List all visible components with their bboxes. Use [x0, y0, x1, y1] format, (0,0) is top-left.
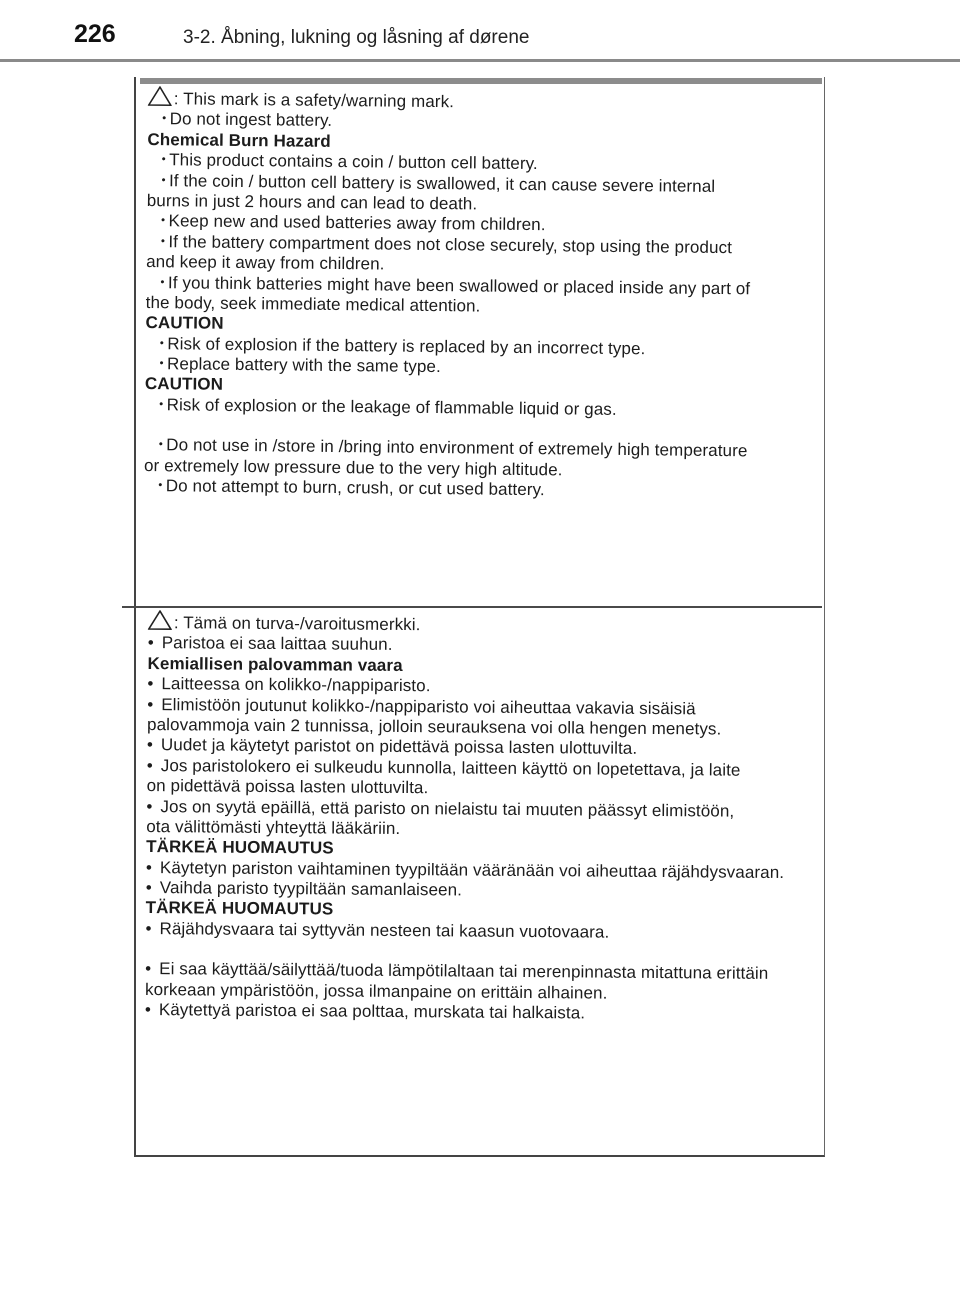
warning-mark-text: : Tämä on turva-/varoitusmerkki.: [173, 613, 421, 635]
warning-mark-text: : This mark is a safety/warning mark.: [173, 89, 455, 112]
list-item: ・Do not attempt to burn, crush, or cut used battery.: [151, 476, 545, 500]
list-item: • Käytetyn pariston vaihtaminen tyypiltään vääränään voi aiheuttaa räjähdysvaaran.: [145, 857, 785, 882]
list-item: ・This product contains a coin / button cell battery.: [155, 150, 538, 174]
list-item-continuation: or extremely low pressure due to the very high altitude.: [143, 455, 563, 480]
list-item: • Räjähdysvaara tai syttyvän nesteen tai kaasun vuotovaara.: [145, 918, 610, 942]
list-item-continuation: korkeaan ympäristöön, jossa ilmanpaine on erittäin alhainen.: [144, 979, 608, 1003]
finnish-warning-section: [145, 610, 808, 1026]
list-item: • Uudet ja käytetyt paristot on pidettävä poissa lasten ulottuvilta.: [146, 735, 638, 759]
language-divider: [122, 606, 822, 608]
list-item: • Paristoa ei saa laittaa suuhun.: [147, 633, 393, 655]
list-item: ・If the battery compartment does not close securely, stop using the product: [154, 231, 733, 257]
list-item: ・If you think batteries might have been swallowed or placed inside any part of: [153, 272, 751, 298]
list-item-continuation: palovammoja vain 2 tunnissa, jolloin seurauksena voi olla hengen menetys.: [147, 714, 722, 739]
list-item: ・Do not use in /store in /bring into environment of extremely high temperature: [152, 435, 748, 461]
list-item: ・Risk of explosion or the leakage of flammable liquid or gas.: [152, 394, 617, 419]
list-item: • Jos paristolokero ei sulkeudu kunnolla, laitteen käyttö on lopetettava, ja laite: [146, 755, 741, 780]
list-item: • Elimistöön joutunut kolikko-/nappiparisto voi aiheuttaa vakavia sisäisiä: [147, 694, 696, 718]
list-item-continuation: and keep it away from children.: [146, 252, 385, 274]
list-item-continuation: on pidettävä poissa lasten ulottuvilta.: [146, 776, 429, 798]
list-item: ・Keep new and used batteries away from children.: [154, 211, 546, 235]
english-warning-section: [144, 86, 808, 503]
list-item: ・If the coin / button cell battery is swallowed, it can cause severe internal: [154, 170, 716, 196]
page-header: [0, 0, 960, 62]
section-heading: Kemiallisen palovamman vaara: [147, 653, 403, 675]
caution-heading: CAUTION: [145, 313, 224, 334]
list-item: • Ei saa käyttää/säilyttää/tuoda lämpötilaltaan tai merenpinnasta mitattuna erittäin: [145, 959, 769, 984]
caution-heading: TÄRKEÄ HUOMAUTUS: [146, 837, 334, 858]
section-heading: Chemical Burn Hazard: [147, 129, 331, 151]
caution-heading: CAUTION: [144, 374, 224, 395]
chapter-title: 3-2. Åbning, lukning og låsning af dørene: [183, 27, 530, 48]
warning-triangle-icon: [148, 610, 172, 630]
caution-heading: TÄRKEÄ HUOMAUTUS: [145, 898, 334, 919]
warning-triangle-icon: [148, 86, 172, 106]
page-number: 226: [74, 20, 116, 48]
list-item: ・Replace battery with the same type.: [152, 354, 441, 377]
list-item-continuation: burns in just 2 hours and can lead to death.: [146, 190, 478, 214]
header-rule: [0, 59, 960, 62]
list-item: • Laitteessa on kolikko-/nappiparisto.: [147, 674, 431, 696]
list-item: • Jos on syytä epäillä, että paristo on nielaistu tai muuten päässyt elimistöön,: [146, 796, 735, 821]
list-item: • Vaihda paristo tyypiltään samanlaiseen.: [145, 878, 463, 900]
list-item-continuation: the body, seek immediate medical attention.: [145, 292, 481, 316]
list-item: • Käytettyä paristoa ei saa polttaa, murskata tai halkaista.: [144, 1000, 586, 1023]
list-item: ・Do not ingest battery.: [155, 109, 333, 131]
list-item: ・Risk of explosion if the battery is replaced by an incorrect type.: [153, 333, 646, 358]
list-item-continuation: ota välittömästi yhteyttä lääkäriin.: [146, 816, 401, 838]
